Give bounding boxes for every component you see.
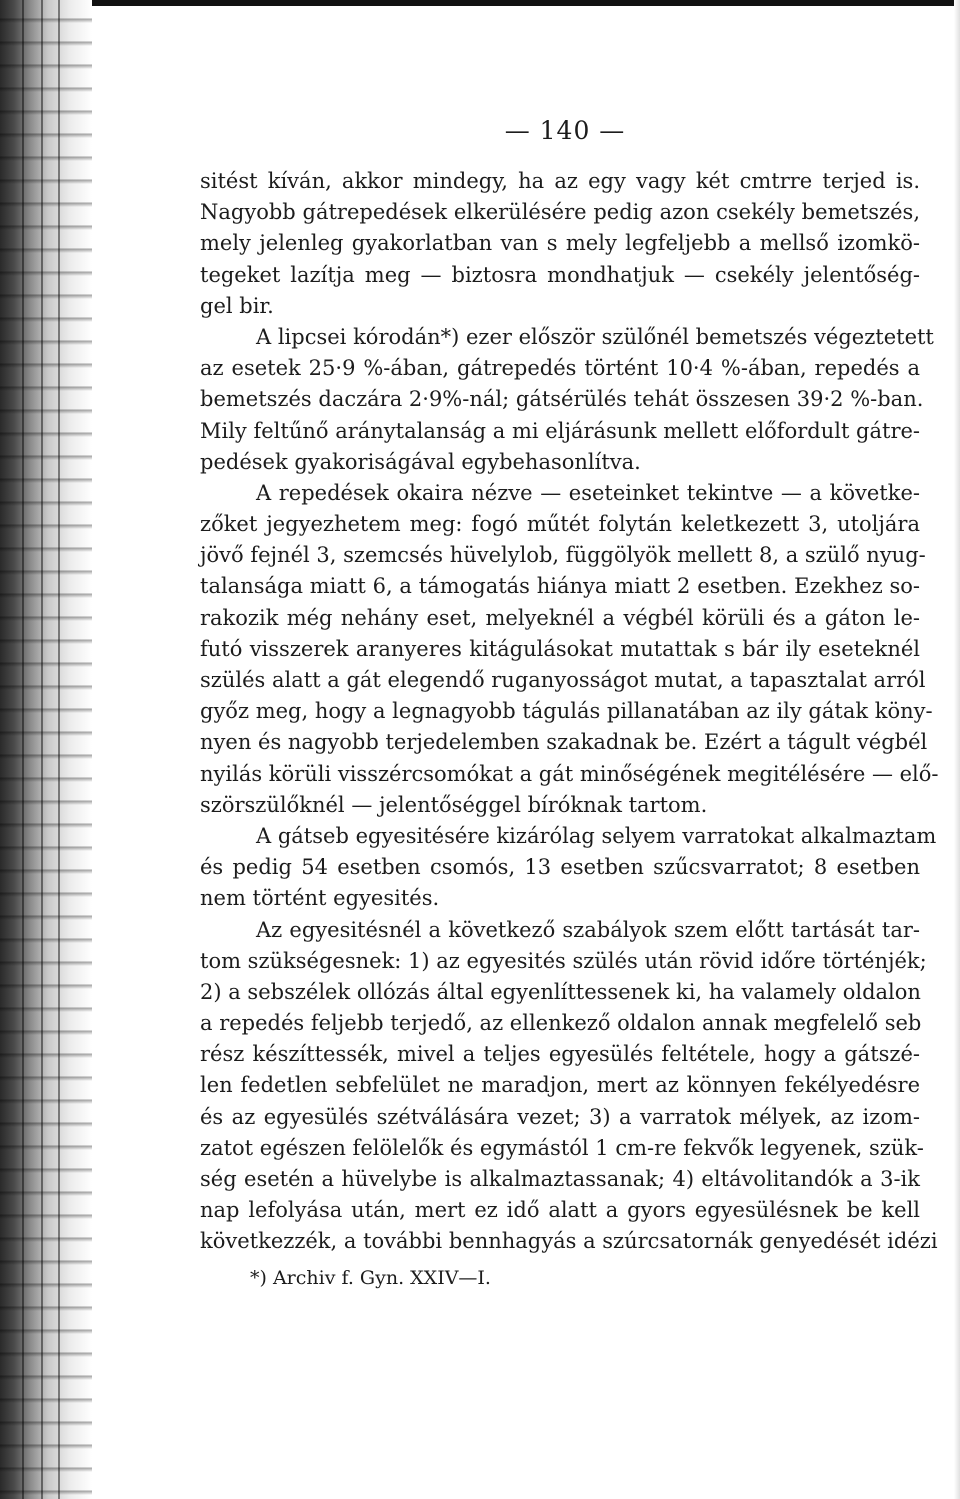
- text-line: győz meg, hogy a legnagyobb tágulás pillanatában az ily gátak köny-: [200, 699, 933, 724]
- scan-right-edge: [954, 0, 960, 1499]
- text-line: a repedés feljebb terjedő, az ellenkező oldalon annak megfelelő seb: [200, 1011, 922, 1036]
- text-line: és pedig 54 esetben csomós, 13 esetben szűcsvarratot; 8 esetben: [200, 855, 920, 880]
- text-line: futó visszerek aranyeres kitágulásokat mutattak s bár ily eseteknél: [200, 636, 920, 661]
- text-line: bemetszés daczára 2·9%-nál; gátsérülés tehát összesen 39·2 %-ban.: [200, 387, 924, 412]
- text-line: jövő fejnél 3, szemcsés hüvelylob, függölyök mellett 8, a szülő nyug-: [200, 543, 926, 568]
- gutter-line: [22, 0, 24, 1499]
- text-line: és az egyesülés szétválására vezet; 3) a varratok mélyek, az izom-: [200, 1104, 920, 1129]
- text-line: tegeket lazítja meg — biztosra mondhatjuk — csekély jelentőség-: [200, 262, 920, 287]
- text-line: sitést kíván, akkor mindegy, ha az egy vagy két cmtrre terjed is.: [200, 169, 920, 193]
- book-binding-gutter: [0, 0, 92, 1499]
- text-line: tom szükségesnek: 1) az egyesités szülés után rövid időre történjék;: [200, 948, 927, 973]
- text-line: zőket jegyezhetem meg: fogó műtét folytán keletkezett 3, utoljára: [200, 512, 920, 537]
- page-number: — 140 —: [504, 116, 626, 145]
- text-line: A repedések okaira nézve — eseteinket tekintve — a követke-: [256, 480, 920, 505]
- text-line: Nagyobb gátrepedések elkerülésére pedig azon csekély bemetszés,: [200, 200, 920, 225]
- scan-top-border: [0, 0, 960, 6]
- text-line: rész készíttessék, mivel a teljes egyesülés feltétele, hogy a gátszé-: [200, 1042, 920, 1067]
- text-line: az esetek 25·9 %-ában, gátrepedés történt 10·4 %-ában, repedés a: [200, 356, 920, 381]
- text-line: nap lefolyása után, mert ez idő alatt a gyors egyesülésnek be kell: [200, 1198, 920, 1223]
- text-line: szülés alatt a gát elegendő ruganyosságot mutat, a tapasztalat arról: [200, 668, 926, 692]
- text-line: nem történt egyesités.: [200, 886, 440, 911]
- text-line: rakozik még nehány eset, melyeknél a végbél körüli és a gáton le-: [200, 605, 920, 630]
- text-line: len fedetlen sebfelület ne maradjon, mert az könnyen fekélyedésre: [200, 1073, 920, 1098]
- text-line: mely jelenleg gyakorlatban van s mely legfeljebb a mellső izomkö-: [200, 231, 920, 256]
- text-line: Az egyesitésnél a következő szabályok szem előtt tartását tar-: [256, 917, 920, 942]
- body-text: [200, 166, 939, 1258]
- text-line: Mily feltűnő aránytalanság a mi eljárásunk mellett előfordult gátre-: [200, 418, 921, 443]
- text-line: ség esetén a hüvelybe is alkalmaztassanak; 4) eltávolitandók a 3-ik: [200, 1167, 920, 1191]
- gutter-line: [58, 0, 60, 1499]
- text-line: nyilás körüli visszércsomókat a gát minőségének megitélésére — elő-: [200, 761, 939, 786]
- gutter-line: [41, 0, 43, 1499]
- text-line: zatot egészen felölelők és egymástól 1 cm-re fekvők legyenek, szük-: [200, 1135, 924, 1160]
- text-line: szörszülőknél — jelentőséggel bíróknak tartom.: [200, 792, 708, 817]
- text-line: 2) a sebszélek ollózás által egyenlíttessenek ki, ha valamely oldalon: [200, 979, 921, 1004]
- text-line: talansága miatt 6, a támogatás hiánya miatt 2 esetben. Ezekhez so-: [200, 574, 920, 599]
- text-line: A gátseb egyesitésére kizárólag selyem varratokat alkalmaztam: [256, 823, 937, 848]
- text-line: következzék, a további bennhagyás a szúrcsatornák genyedését idézi: [200, 1229, 938, 1254]
- text-line: gel bir.: [200, 293, 274, 318]
- text-line: A lipcsei kórodán*) ezer először szülőnél bemetszés végeztetett: [256, 324, 934, 349]
- text-line: pedések gyakoriságával egybehasonlítva.: [200, 449, 641, 474]
- footnote: *) Archiv f. Gyn. XXIV—I.: [250, 1267, 491, 1289]
- text-line: nyen és nagyobb terjedelemben szakadnak be. Ezért a tágult végbél: [200, 730, 928, 755]
